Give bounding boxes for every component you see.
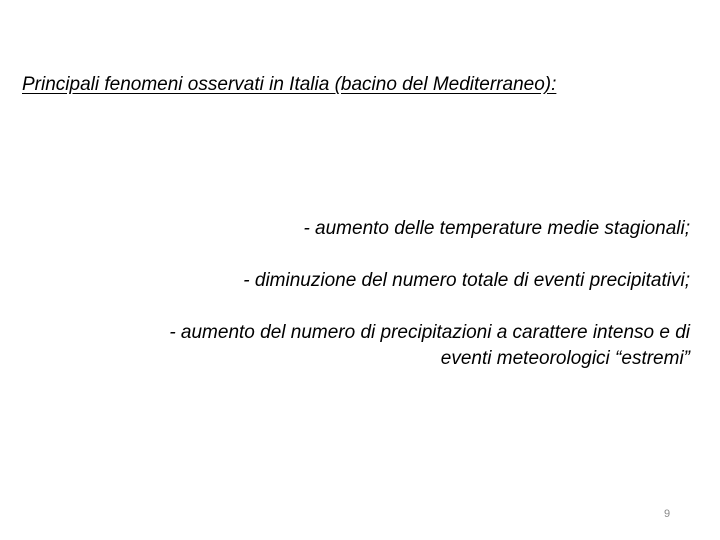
bullet-line: eventi meteorologici “estremi” [440, 348, 690, 369]
page-number: 9 [664, 508, 671, 520]
bullet-item-temperature [30, 216, 690, 242]
bullet-line: - aumento delle temperature medie stagionali; [303, 218, 690, 239]
bullet-line: - aumento del numero di precipitazioni a carattere intenso e di [169, 322, 690, 343]
bullet-list [30, 216, 690, 398]
slide-title: Principali fenomeni osservati in Italia (bacino del Mediterraneo): [22, 74, 557, 95]
bullet-item-extreme-events [30, 320, 690, 372]
bullet-item-precipitation-events [30, 268, 690, 294]
bullet-line: - diminuzione del numero totale di eventi precipitativi; [243, 270, 690, 291]
